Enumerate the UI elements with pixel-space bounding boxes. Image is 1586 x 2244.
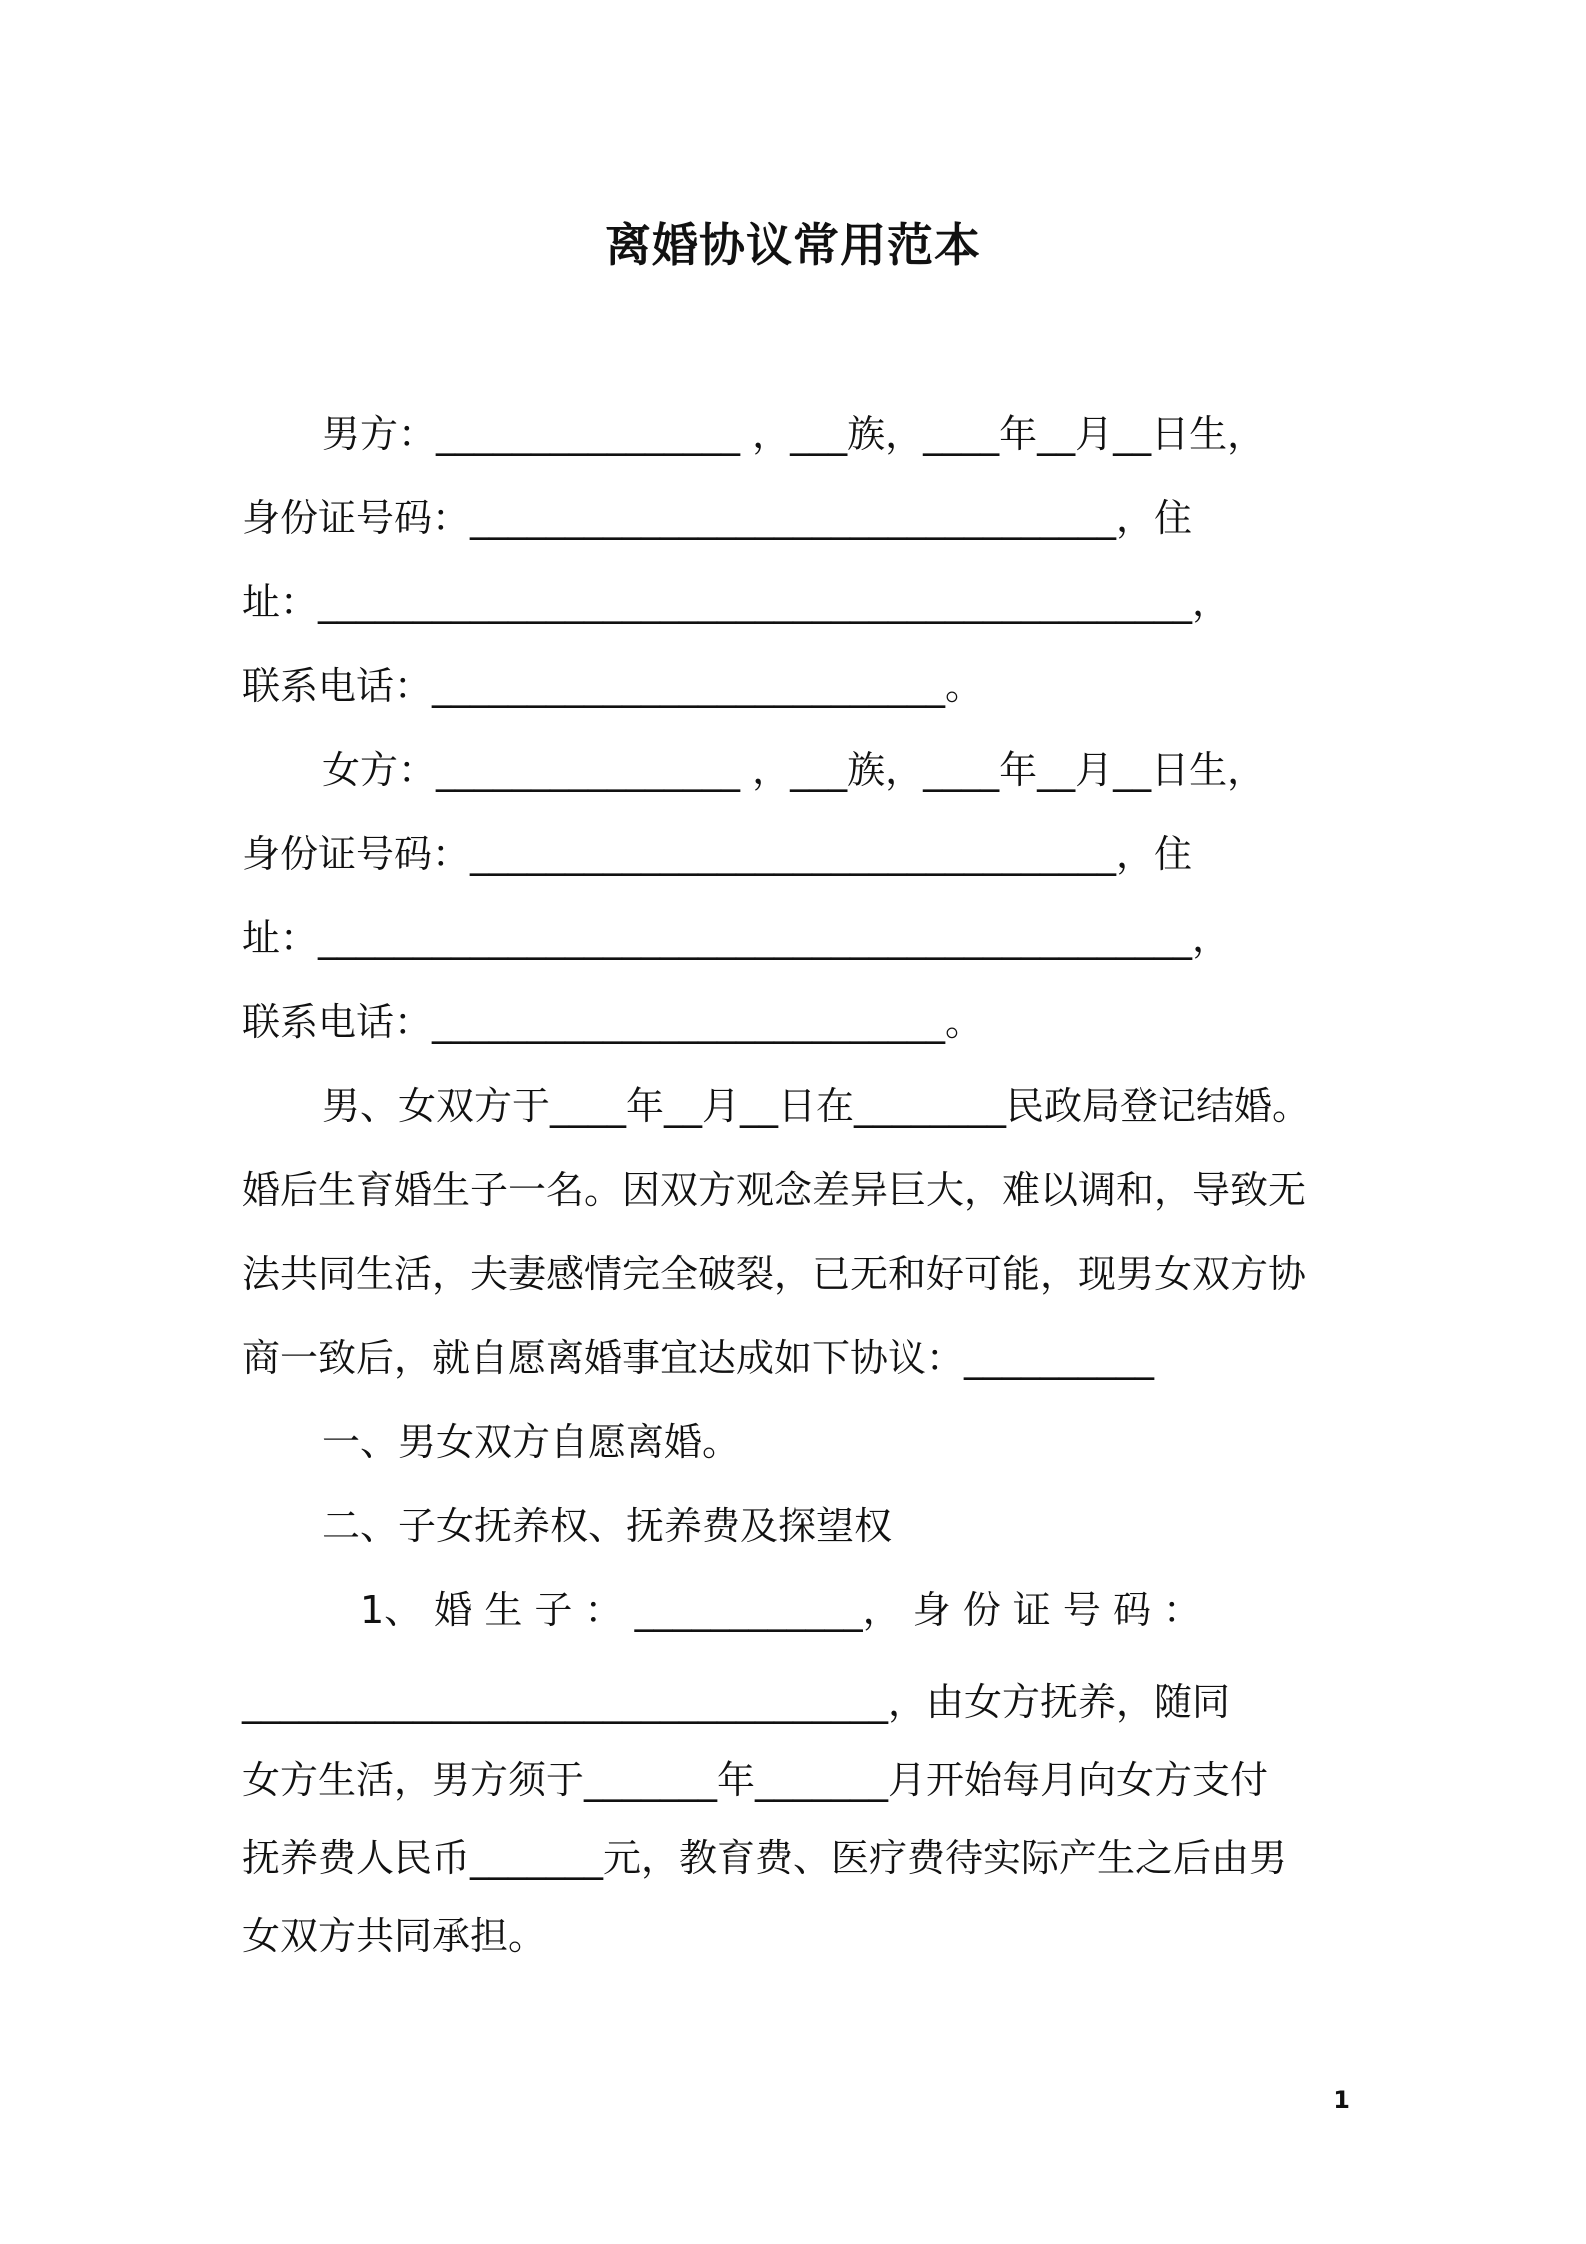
child-clause-line-2: __________________________________，由女方抚养，随同 [242,1680,1231,1724]
female-party-line-2: 身份证号码：__________________________________，住 [242,832,1193,876]
page-number: 1 [1333,2086,1350,2114]
clause-two-heading: 二、子女抚养权、抚养费及探望权 [322,1504,893,1548]
child-clause-line-4: 抚养费人民币_______元，教育费、医疗费待实际产生之后由男 [242,1836,1288,1880]
clause-one: 一、男女双方自愿离婚。 [322,1420,741,1464]
marriage-paragraph-line-3: 法共同生活，夫妻感情完全破裂，已无和好可能，现男女双方协 [242,1252,1307,1296]
male-party-line-1: 男方：________________ ，___族，____年__月__日生， [322,412,1266,456]
child-clause-line-3: 女方生活，男方须于_______年_______月开始每月向女方支付 [242,1758,1269,1802]
female-party-line-4: 联系电话：___________________________。 [242,1000,984,1044]
child-clause-line-1: 1、 婚 生 子 ： ____________， 身 份 证 号 码 ： [360,1588,1202,1632]
female-party-line-3: 址：______________________________________________， [242,916,1231,960]
female-party-line-1: 女方：________________ ，___族，____年__月__日生， [322,748,1266,792]
male-party-line-3: 址：______________________________________________， [242,580,1231,624]
document-title: 离婚协议常用范本 [605,218,981,272]
male-party-line-4: 联系电话：___________________________。 [242,664,984,708]
marriage-paragraph-line-4: 商一致后，就自愿离婚事宜达成如下协议：__________ [242,1336,1155,1380]
male-party-line-2: 身份证号码：__________________________________，住 [242,496,1193,540]
marriage-paragraph-line-2: 婚后生育婚生子一名。因双方观念差异巨大，难以调和，导致无 [242,1168,1307,1212]
marriage-paragraph-line-1: 男、女双方于____年__月__日在________民政局登记结婚。 [322,1084,1311,1128]
child-clause-line-5: 女双方共同承担。 [242,1914,547,1958]
